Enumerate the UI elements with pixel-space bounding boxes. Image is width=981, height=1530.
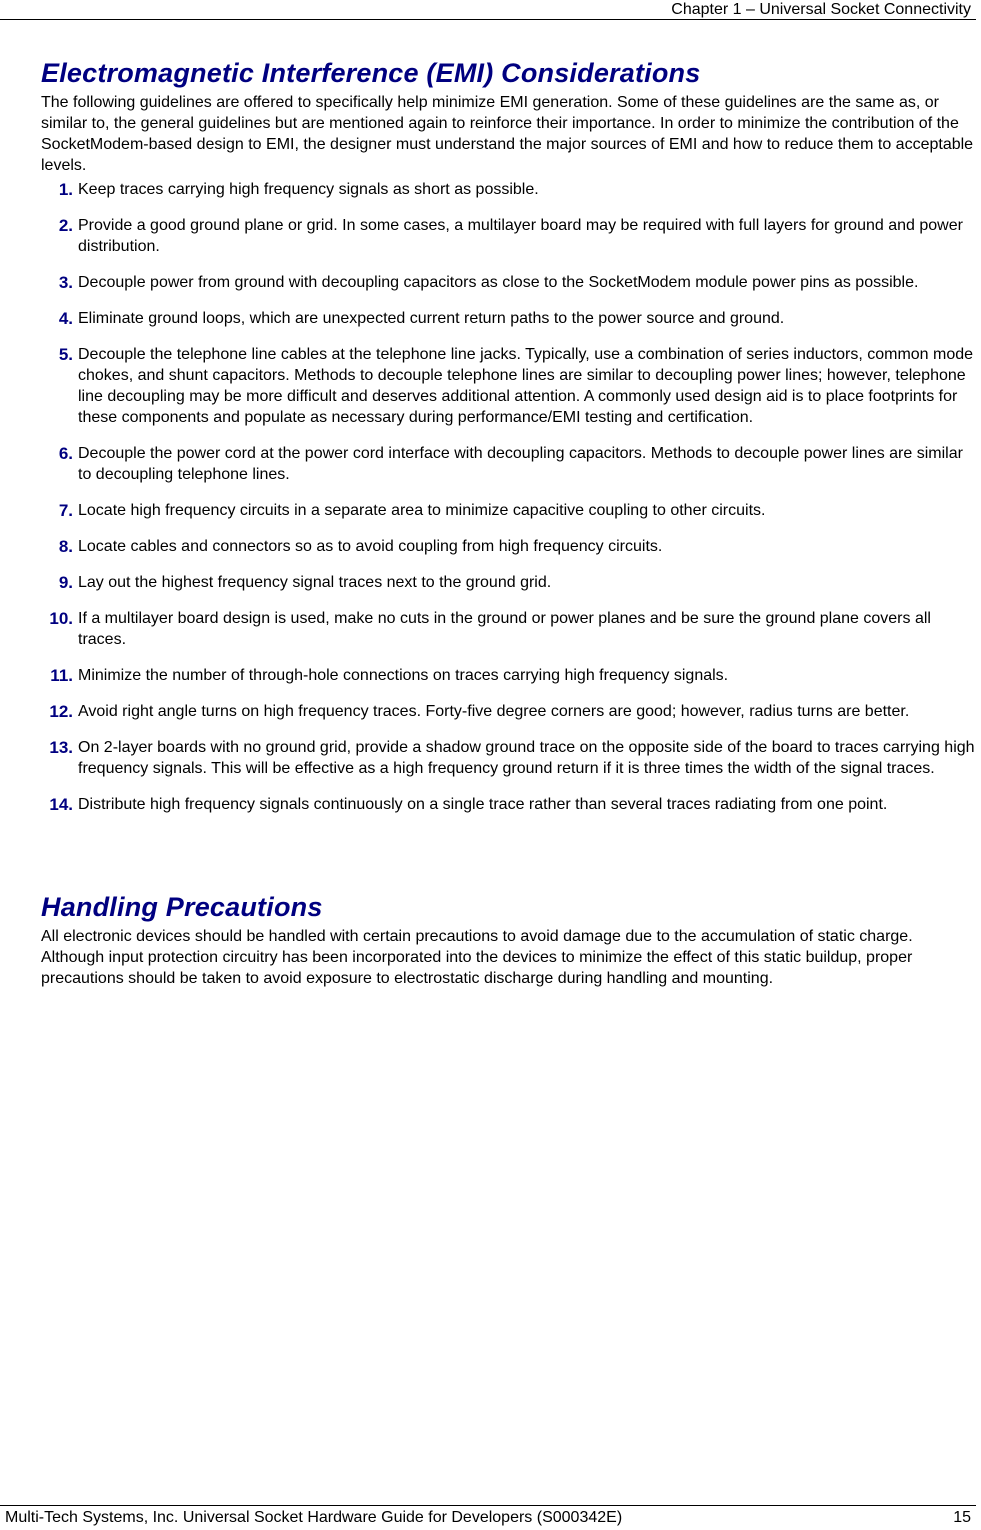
handling-section-title: Handling Precautions: [41, 892, 323, 922]
list-item-number: 8.: [58, 537, 73, 556]
list-item: [41, 536, 978, 557]
list-item-number: 11.: [50, 666, 73, 685]
list-item-text: On 2-layer boards with no ground grid, provide a shadow ground trace on the opposite side of the board to traces carrying high frequency signals. This will be effective as a high frequency ground return if it is three times the width of the signal traces.: [78, 739, 975, 777]
running-header: [0, 0, 976, 20]
list-item-text: Decouple the telephone line cables at the telephone line jacks. Typically, use a combination of series inductors, common mode chokes, and shunt capacitors. Methods to decouple telephone lines are similar to decoupling power lines; however, telephone line decoupling may be more difficult and deserves additional attention. A commonly used design aid is to place footprints for these components and populate as necessary during performance/EMI testing and certification.: [78, 346, 974, 426]
list-item: [41, 443, 978, 485]
list-item: [41, 737, 978, 779]
list-item: [41, 344, 978, 428]
list-item-number: 4.: [58, 309, 73, 328]
emi-guidelines-list: [41, 179, 978, 815]
list-item-number: 10.: [49, 609, 73, 628]
emi-section-title: Electromagnetic Interference (EMI) Considerations: [41, 58, 701, 88]
list-item-text: Locate high frequency circuits in a separate area to minimize capacitive coupling to other circuits.: [78, 502, 766, 519]
list-item-text: Lay out the highest frequency signal traces next to the ground grid.: [78, 574, 552, 591]
chapter-title: Chapter 1 – Universal Socket Connectivity: [671, 1, 971, 18]
list-item-number: 1.: [58, 180, 73, 199]
running-footer: [0, 1505, 976, 1530]
list-item-text: Eliminate ground loops, which are unexpected current return paths to the power source and ground.: [78, 310, 785, 327]
handling-section: [41, 890, 978, 989]
list-item-number: 14.: [49, 795, 73, 814]
page-number: 15: [953, 1509, 971, 1526]
page-content: [41, 56, 978, 989]
emi-intro-paragraph: The following guidelines are offered to specifically help minimize EMI generation. Some of these guidelines are the same as, or similar to, the general guidelines but are mentioned again to reinforce their importance. In order to minimize the contribution of the SocketModem-based design to EMI, the designer must understand the major sources of EMI and how to reduce them to acceptable levels.: [41, 94, 974, 174]
list-item: [41, 665, 978, 686]
list-item-text: Minimize the number of through-hole connections on traces carrying high frequency signals.: [78, 667, 729, 684]
list-item-text: Distribute high frequency signals continuously on a single trace rather than several traces radiating from one point.: [78, 796, 888, 813]
list-item-number: 9.: [58, 573, 73, 592]
list-item-number: 7.: [58, 501, 73, 520]
list-item: [41, 701, 978, 722]
list-item-text: Decouple power from ground with decoupling capacitors as close to the SocketModem module power pins as possible.: [78, 274, 919, 291]
list-item-text: If a multilayer board design is used, make no cuts in the ground or power planes and be sure the ground plane covers all traces.: [78, 610, 931, 648]
list-item: [41, 179, 978, 200]
handling-paragraph: All electronic devices should be handled with certain precautions to avoid damage due to the accumulation of static charge. Although input protection circuitry has been incorporated into the devices to minimize the effect of this static buildup, proper precautions should be taken to avoid exposure to electrostatic discharge during handling and mounting.: [41, 928, 913, 987]
list-item-text: Provide a good ground plane or grid. In some cases, a multilayer board may be required with full layers for ground and power distribution.: [78, 217, 963, 255]
list-item: [41, 272, 978, 293]
list-item-number: 13.: [49, 738, 73, 757]
list-item-number: 6.: [58, 444, 73, 463]
list-item: [41, 215, 978, 257]
list-item-number: 3.: [58, 273, 73, 292]
footer-document-title: Multi-Tech Systems, Inc. Universal Socket Hardware Guide for Developers (S000342E): [5, 1509, 623, 1526]
list-item-text: Locate cables and connectors so as to avoid coupling from high frequency circuits.: [78, 538, 663, 555]
list-item-number: 2.: [58, 216, 73, 235]
emi-section: [41, 56, 978, 815]
list-item-text: Avoid right angle turns on high frequency traces. Forty-five degree corners are good; however, radius turns are better.: [78, 703, 910, 720]
list-item: [41, 308, 978, 329]
list-item-number: 12.: [49, 702, 73, 721]
list-item-text: Decouple the power cord at the power cord interface with decoupling capacitors. Methods to decouple power lines are similar to decoupling telephone lines.: [78, 445, 963, 483]
list-item-number: 5.: [58, 345, 73, 364]
list-item: [41, 500, 978, 521]
list-item-text: Keep traces carrying high frequency signals as short as possible.: [78, 181, 539, 198]
list-item: [41, 794, 978, 815]
list-item: [41, 608, 978, 650]
list-item: [41, 572, 978, 593]
